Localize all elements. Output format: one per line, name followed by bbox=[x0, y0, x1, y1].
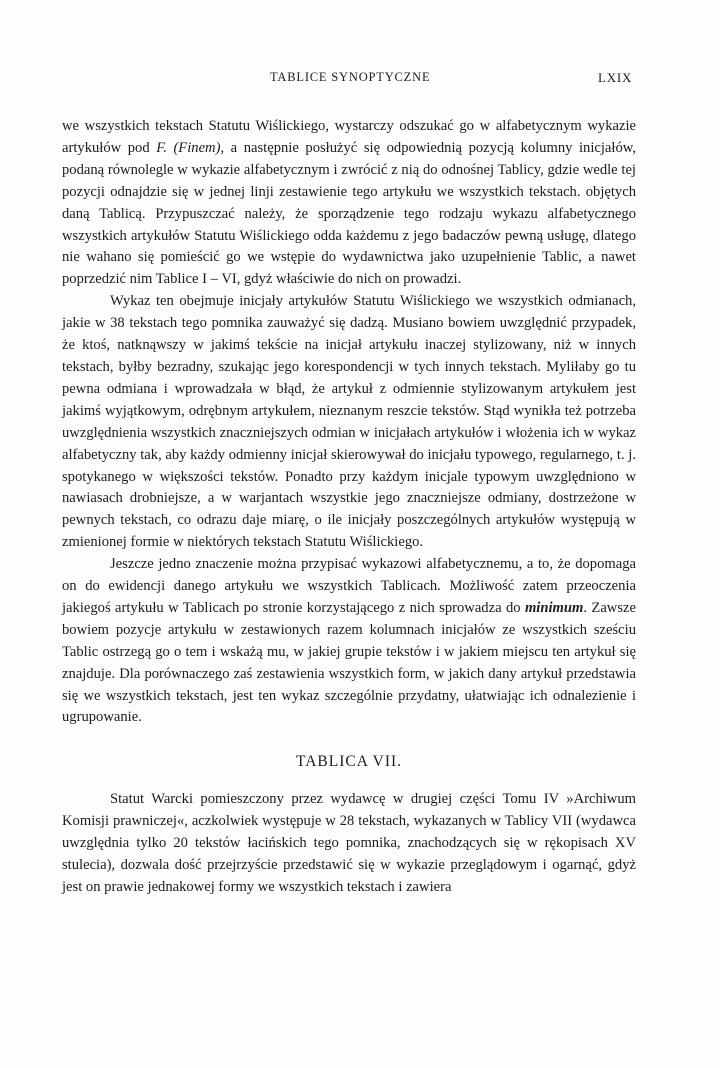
page-header bbox=[0, 70, 720, 94]
finem-reference: F. (Finem) bbox=[156, 139, 221, 156]
section-heading: TABLICA VII. bbox=[295, 753, 403, 771]
paragraph-3-text-a: Jeszcze jedno znaczenie można przypisać wykazowi alfabetycznemu, a to, że dopomaga on do ewidencji danego artykułu we wszystkich Tablicach. Możliwość zatem przeoczenia jakiegoś artykułu w Tablicach po stronie korzystającego z nich sprowadza do bbox=[62, 556, 636, 616]
paragraph-1 bbox=[62, 116, 636, 291]
paragraph-3-text-b: . Zawsze bowiem pozycje artykułu w zestawionych razem kolumnach inicjałów ze wszystkich sześciu Tablic ostrzegą go o tem i wskażą mu, w jakiej grupie tekstów i w jakiem miejscu ten artykuł się znajduje. Dla porównaczego zaś zestawienia wszystkich form, w jakich dany artykuł przedstawia się we wszystkich tekstach, jest ten wykaz szczególnie przydatny, ułatwiając ich odnalezienie i ugrupowanie. bbox=[62, 599, 636, 726]
paragraph-3 bbox=[62, 554, 636, 729]
page-body bbox=[62, 116, 636, 899]
section-paragraph: Statut Warcki pomieszczony przez wydawcę w drugiej części Tomu IV »Archiwum Komisji prawniczej«, aczkolwiek występuje w 28 tekstach, wykazanych w Tablicy VII (wydawca uwzględnia tylko 20 tekstów łacińskich tego pomnika, znachodzących się w rękopisach XV stulecia), dozwala dość przejrzyście przedstawić się w wykazie przeglądowym i ogarnąć, gdyż jest on prawie jednakowej formy we wszystkich tekstach i zawiera bbox=[62, 791, 636, 895]
paragraph-2: Wykaz ten obejmuje inicjały artykułów Statutu Wiślickiego we wszystkich odmianach, jakie w 38 tekstach tego pomnika zauważyć się dadzą. Musiano bowiem uwzględnić przypadek, że ktoś, natknąwszy w jakimś tekście na inicjał artykułu inaczej stylizowany, niż w innych tekstach, byłby bezradny, szukając jego korespondencji w tych innych tekstach. Myliłaby go tu pewna odmiana i wprowadzała w błąd, że artykuł z odmiennie stylizowanym artykułem jest jakimś wyjątkowym, odrębnym artykułem, nieznanym reszcie tekstów. Stąd wynikła też potrzeba uwzględnienia wszystkich znaczniejszych odmian w inicjałach artykułów i włożenia ich w wykaz alfabetyczny tak, aby każdy odmienny inicjał skierowywał do inicjału typowego, regularnego, t. j. spotykanego w większości tekstów. Ponadto przy każdym inicjale typowym uwzględniono w nawiasach drobniejsze, a w warjantach wszystkie jego znaczniejsze odmiany, dostrzeżone w pewnych tekstach, co odrazu daje miarę, o ile inicjały poszczególnych artykułów występują w zmienionej formie w niektórych tekstach Statutu Wiślickiego. bbox=[62, 293, 636, 551]
running-title: TABLICE SYNOPTYCZNE bbox=[270, 70, 431, 84]
page-number: LXIX bbox=[598, 70, 633, 85]
paragraph-1-text-a: we wszystkich tekstach Statutu Wiślickiego, wystarczy odszukać go w alfabetycznym wykazie artykułów pod bbox=[62, 118, 636, 156]
paragraph-1-text-b: , a następnie posłużyć się odpowiednią pozycją kolumny inicjałów, podaną równolegle w wykazie alfabetycznym i zwrócić z nią do odnośnej Tablicy, gdzie wedle tej pozycji odnajdzie się w jednej linji zestawienie tego artykułu we wszystkich tekstach. objętych daną Tablicą. Przypuszczać należy, że sporządzenie tego rodzaju wykazu alfabetycznego wszystkich artykułów Statutu Wiślickiego odda każdemu z jego badaczów pewną usługę, dlatego nie wahano się pomieścić go we wstępie do wydawnictwa jako uzupełnienie Tablic, a nawet poprzedzić nim Tablice I – VI, gdyż właściwie do nich on prowadzi. bbox=[62, 139, 636, 288]
minimum-emphasis: minimum bbox=[524, 599, 584, 616]
